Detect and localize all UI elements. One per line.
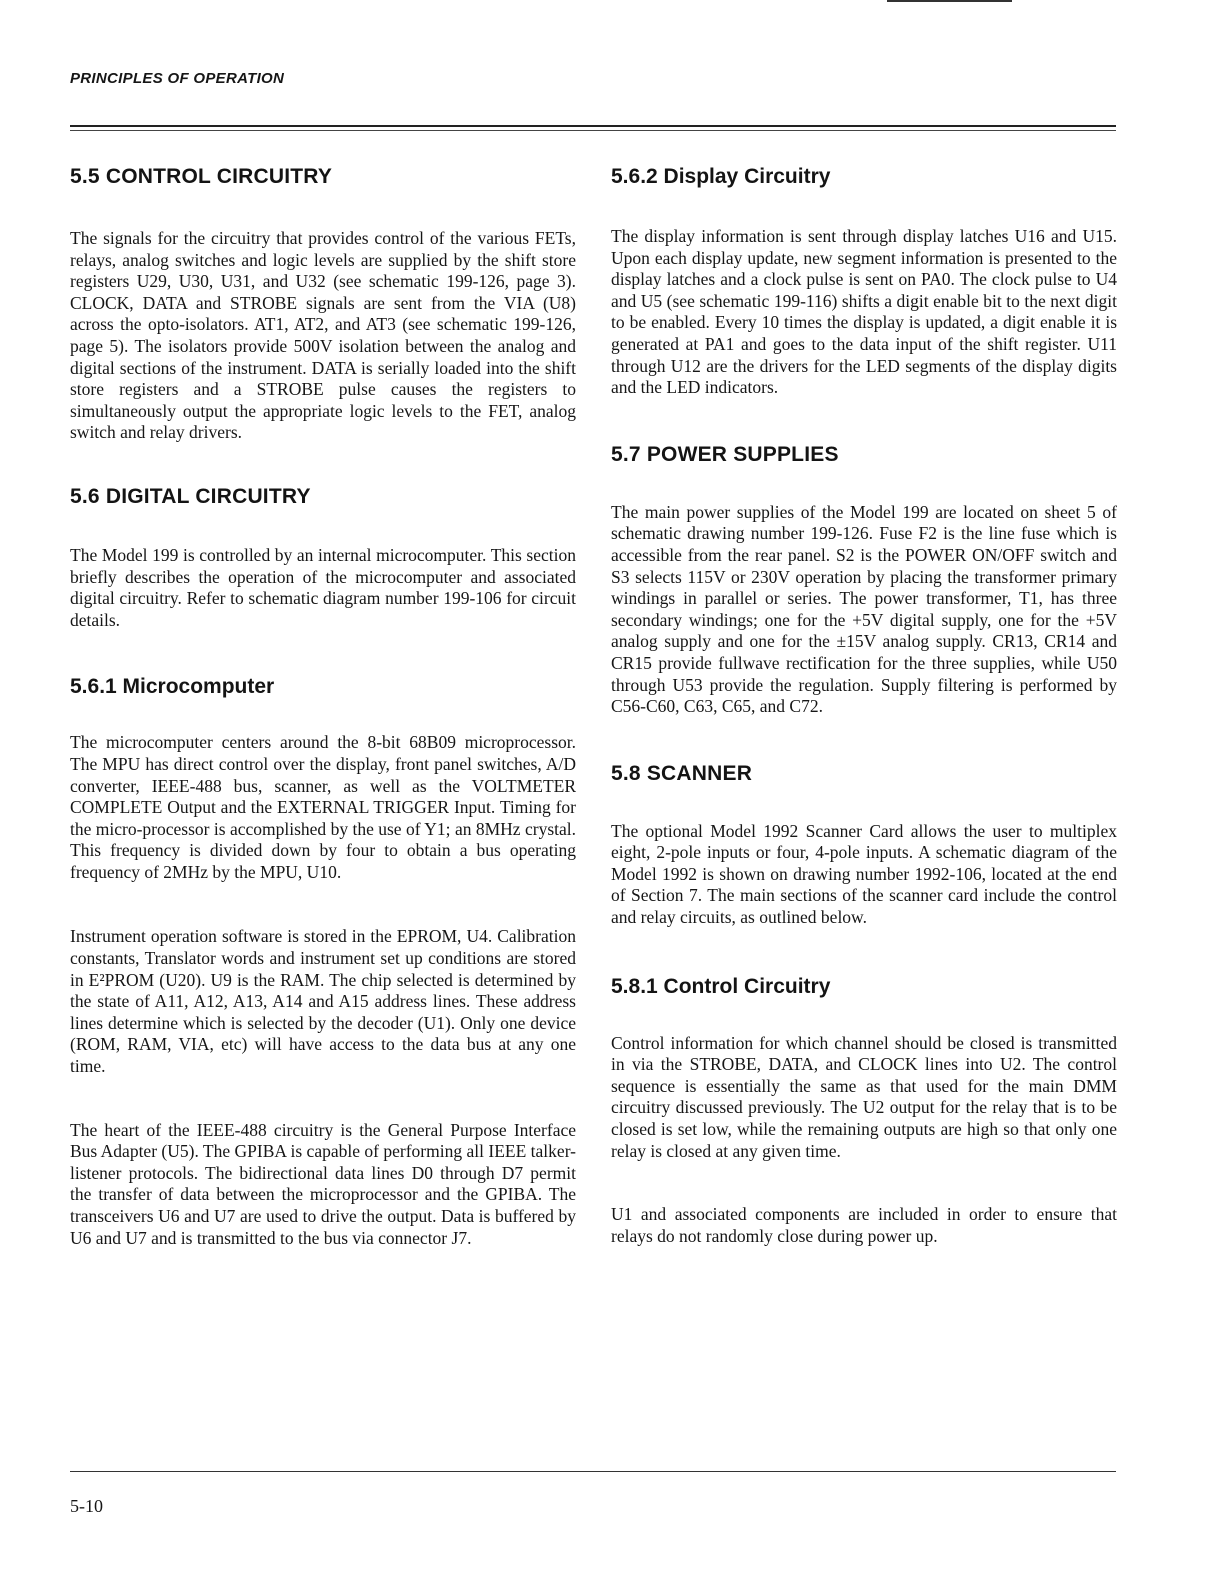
section-5-7 xyxy=(611,443,1117,718)
heading-5-7: 5.7 POWER SUPPLIES xyxy=(611,442,839,466)
section-5-6 xyxy=(70,485,576,631)
section-5-8-1 xyxy=(611,975,1117,1248)
section-5-8 xyxy=(611,762,1117,929)
paragraph-5-7-1: The main power supplies of the Model 199 are located on sheet 5 of schematic drawing number 199-126. Fuse F2 is the line fuse which is accessible from the rear panel. S2 is the POWER ON/OFF switch and S3 selects 115V or 230V operation by placing the transformer primary windings in parallel or series. The power transformer, T1, has three secondary windings; one for the +5V digital supply, one for the +5V analog supply and one for the ±15V analog supply. CR13, CR14 and CR15 provide fullwave rectification for the three supplies, while U50 through U53 provide the regulation. Supply filtering is performed by C56-C60, C63, C65, and C72. xyxy=(611,501,1117,717)
footer-rule xyxy=(70,1471,1116,1472)
paragraph-5-5-1: The signals for the circuitry that provides control of the various FETs, relays, analog switches and logic levels are supplied by the shift store registers U29, U30, U31, and U32 (see schematic 199-126, page 3). CLOCK, DATA and STROBE signals are sent from the VIA (U8) across the opto-isolators. AT1, AT2, and AT3 (see schematic 199-126, page 5). The isolators provide 500V isolation between the analog and digital sections of the instrument. DATA is serially loaded into the shift store registers and a STROBE pulse causes the registers to simultaneously output the appropriate logic levels to the FET, analog switch and relay drivers. xyxy=(70,228,576,443)
section-5-5 xyxy=(70,165,576,444)
header-rule xyxy=(70,125,1116,127)
heading-5-6: 5.6 DIGITAL CIRCUITRY xyxy=(70,484,311,508)
page-number: 5-10 xyxy=(70,1496,103,1516)
corner-scan-mark xyxy=(887,0,1012,2)
paragraph-5-6-1: The Model 199 is controlled by an internal microcomputer. This section briefly describes the operation of the microcomputer and associated digital circuitry. Refer to schematic diagram number 199-106 for circuit details. xyxy=(70,544,576,630)
paragraph-5-6-1-1: The microcomputer centers around the 8-bit 68B09 microprocessor. The MPU has direct control over the display, front panel switches, A/D converter, IEEE-488 bus, scanner, as well as the VOLTMETER COMPLETE Output and the EXTERNAL TRIGGER Input. Timing for the micro-processor is accomplished by the use of Y1; an 8MHz crystal. This frequency is divided down by four to obtain a bus operating frequency of 2MHz by the MPU, U10. xyxy=(70,732,576,882)
heading-5-6-1: 5.6.1 Microcomputer xyxy=(70,675,275,699)
paragraph-5-8-1: The optional Model 1992 Scanner Card allows the user to multiplex eight, 2-pole inputs or four, 4-pole inputs. A schematic diagram of the Model 1992 is shown on drawing number 1992-106, located at the end of Section 7. The main sections of the scanner card include the control and relay circuits, as outlined below. xyxy=(611,820,1117,928)
paragraph-5-8-1-2: U1 and associated components are included in order to ensure that relays do not randomly close during power up. xyxy=(611,1204,1117,1246)
section-5-6-2 xyxy=(611,165,1117,399)
right-column xyxy=(611,165,1117,1247)
heading-5-8-1: 5.8.1 Control Circuitry xyxy=(611,974,831,998)
section-5-6-1 xyxy=(70,675,576,1249)
heading-5-8: 5.8 SCANNER xyxy=(611,761,753,785)
running-head: PRINCIPLES OF OPERATION xyxy=(70,70,285,87)
paragraph-5-6-1-2: Instrument operation software is stored in the EPROM, U4. Calibration constants, Translator words and instrument set up conditions are stored in E²PROM (U20). U9 is the RAM. The chip selected is determined by the state of A11, A12, A13, A14 and A15 address lines. These address lines determine which is selected by the decoder (U1). Only one device (ROM, RAM, VIA, etc) will have access to the data bus at any one time. xyxy=(70,926,576,1077)
heading-5-6-2: 5.6.2 Display Circuitry xyxy=(611,165,831,188)
paragraph-5-8-1-1: Control information for which channel should be closed is transmitted in via the STROBE, DATA, and CLOCK lines into U2. The control sequence is essentially the same as that used for the main DMM circuitry discussed previously. The U2 output for the relay that is to be closed is set low, while the remaining outputs are high so that only one relay is closed at any given time. xyxy=(611,1032,1117,1161)
heading-5-5: 5.5 CONTROL CIRCUITRY xyxy=(70,165,333,188)
header-rule-thin xyxy=(70,130,1116,131)
left-column xyxy=(70,165,576,1249)
paragraph-5-6-1-3: The heart of the IEEE-488 circuitry is the General Purpose Interface Bus Adapter (U5). The GPIBA is capable of performing all IEEE talker-listener protocols. The bidirectional data lines D0 through D7 permit the transfer of data between the microprocessor and the GPIBA. The transceivers U6 and U7 are used to drive the output. Data is buffered by U6 and U7 and is transmitted to the bus via connector J7. xyxy=(70,1119,576,1248)
paragraph-5-6-2-1: The display information is sent through display latches U16 and U15. Upon each display update, new segment information is presented to the display latches and a clock pulse is sent on PA0. The clock pulse to U4 and U5 (see schematic 199-116) shifts a digit enable bit to the next digit to be enabled. Every 10 times the display is updated, a digit enable it is generated at PA1 and goes to the data input of the shift register. U11 through U12 are the drivers for the LED segments of the display digits and the LED indicators. xyxy=(611,226,1117,398)
